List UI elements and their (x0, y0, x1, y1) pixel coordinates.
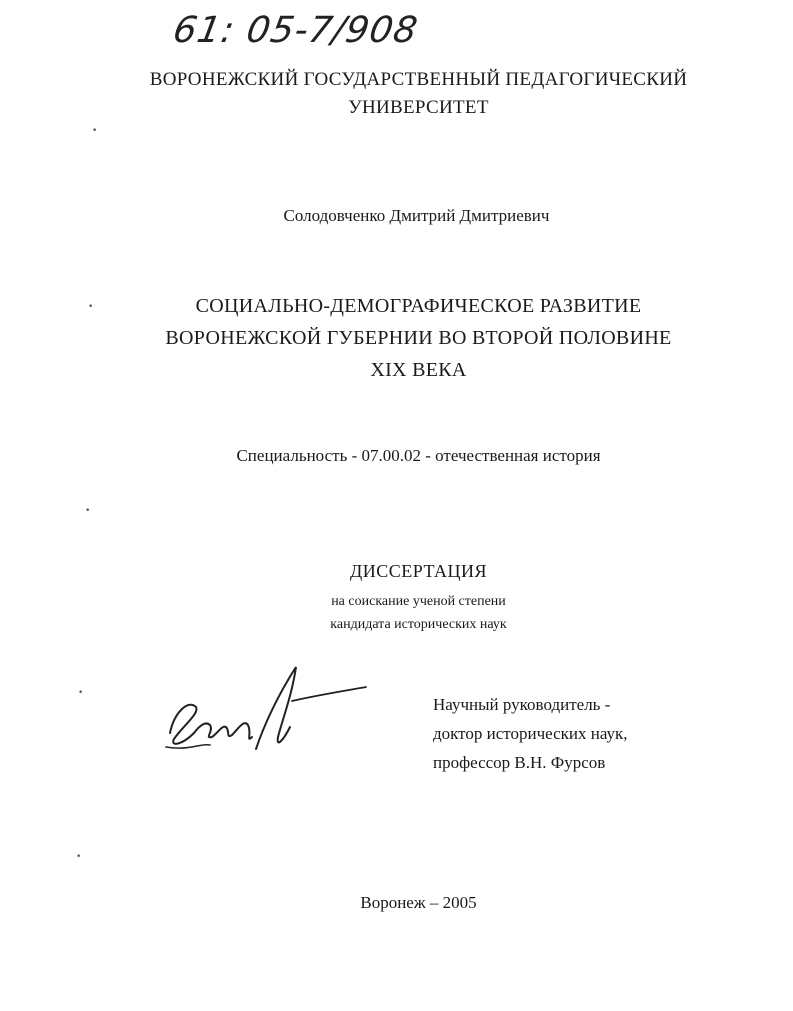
scan-speck: • (76, 852, 82, 862)
university-name (22, 66, 793, 122)
advisor-line-3: профессор В.Н. Фурсов (433, 753, 606, 772)
title-line-3: XIX ВЕКА (370, 359, 467, 381)
archive-code-handwritten (167, 10, 478, 70)
scan-speck: • (92, 126, 98, 136)
degree-line-1: на соискание ученой степени (331, 594, 506, 609)
scan-speck: • (88, 302, 94, 312)
signature-stroke-loop (256, 667, 296, 749)
signature-stroke-underline (166, 745, 210, 748)
advisor-line-1: Научный руководитель - (433, 695, 611, 714)
title-line-2: ВОРОНЕЖСКОЙ ГУБЕРНИИ ВО ВТОРОЙ ПОЛОВИНЕ (165, 327, 672, 349)
signature-stroke-main (170, 705, 252, 744)
degree-description (22, 590, 793, 636)
author-name: Солодовченко Дмитрий Дмитриевич (283, 206, 550, 225)
archive-code-text: 61: 05-7/908 (170, 10, 422, 51)
degree-line-2: кандидата исторических наук (330, 617, 507, 632)
signature-stroke-flourish (292, 687, 366, 701)
university-line-1: ВОРОНЕЖСКИЙ ГОСУДАРСТВЕННЫЙ ПЕДАГОГИЧЕСКИЙ (149, 69, 688, 90)
title-line-1: СОЦИАЛЬНО-ДЕМОГРАФИЧЕСКОЕ РАЗВИТИЕ (195, 295, 642, 317)
dissertation-label: ДИССЕРТАЦИЯ (349, 561, 488, 581)
place-and-year: Воронеж – 2005 (360, 893, 477, 912)
scan-speck: • (78, 688, 84, 698)
scientific-advisor (433, 690, 628, 777)
advisor-line-2: доктор исторических наук, (433, 724, 628, 743)
specialty-line: Специальность - 07.00.02 - отечественная история (236, 446, 601, 465)
scan-speck: • (85, 506, 91, 516)
university-line-2: УНИВЕРСИТЕТ (348, 97, 489, 118)
signature-handwritten (160, 655, 380, 765)
dissertation-title (22, 290, 793, 386)
